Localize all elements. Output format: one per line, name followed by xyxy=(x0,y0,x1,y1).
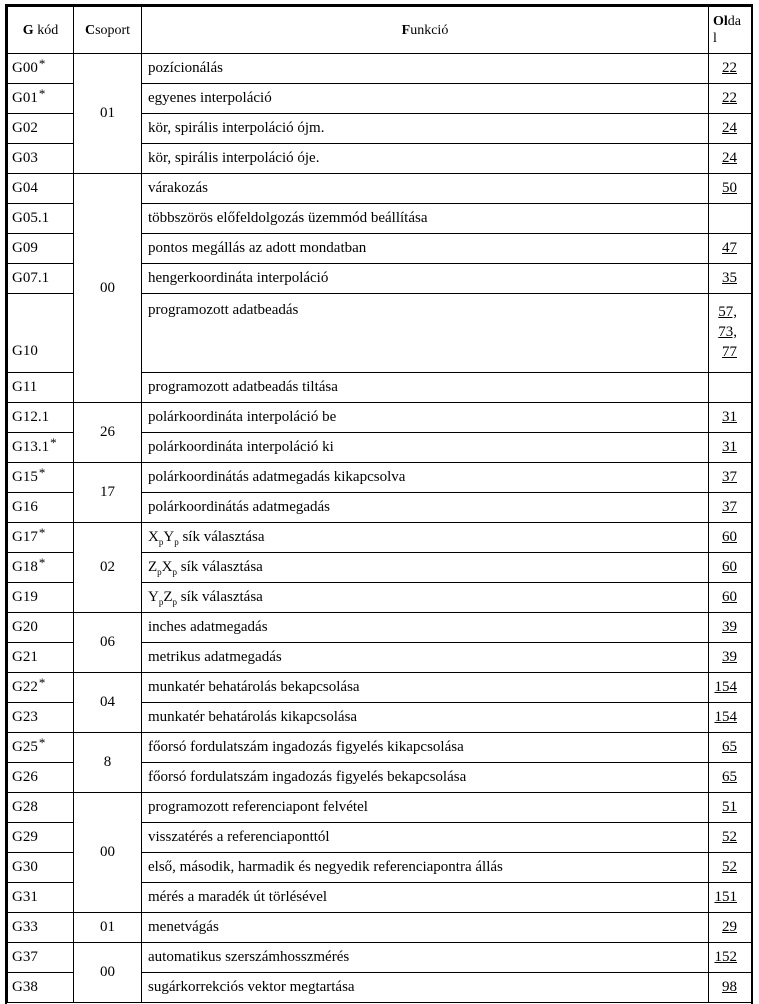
page-link[interactable]: 151 xyxy=(709,883,752,913)
group-cell: 8 xyxy=(74,733,142,793)
function-cell: főorsó fordulatszám ingadozás figyelés bekapcsolása xyxy=(142,763,709,793)
group-cell: 04 xyxy=(74,673,142,733)
gcode-cell: G29 xyxy=(8,823,74,853)
page-link[interactable]: 51 xyxy=(709,793,752,823)
group-cell: 00 xyxy=(74,174,142,403)
function-cell: automatikus szerszámhosszmérés xyxy=(142,943,709,973)
gcode-cell: G09 xyxy=(8,234,74,264)
gcode-cell: G31 xyxy=(8,883,74,913)
function-cell: pozícionálás xyxy=(142,54,709,84)
header-row xyxy=(8,7,752,54)
function-cell: metrikus adatmegadás xyxy=(142,643,709,673)
function-cell: várakozás xyxy=(142,174,709,204)
function-cell: inches adatmegadás xyxy=(142,613,709,643)
gcode-cell: G37 xyxy=(8,943,74,973)
header-function: Funkció xyxy=(142,7,709,54)
group-cell: 02 xyxy=(74,523,142,613)
function-cell: főorsó fordulatszám ingadozás figyelés kikapcsolása xyxy=(142,733,709,763)
page-link[interactable]: 22 xyxy=(709,84,752,114)
function-cell: $Z_pX_p$ sík választása xyxy=(142,553,709,583)
group-cell: 01 xyxy=(74,54,142,174)
page-link[interactable]: 24 xyxy=(709,144,752,174)
gcode-cell: G19 xyxy=(8,583,74,613)
gcode-cell: G13.1* xyxy=(8,433,74,463)
page-link[interactable]: 35 xyxy=(709,264,752,294)
page-link[interactable]: 50 xyxy=(709,174,752,204)
function-cell: mérés a maradék út törlésével xyxy=(142,883,709,913)
gcode-cell: G18* xyxy=(8,553,74,583)
page-link[interactable]: 65 xyxy=(709,733,752,763)
function-cell: kör, spirális interpoláció ójm. xyxy=(142,114,709,144)
page-cell xyxy=(709,204,752,234)
gcode-cell: G01* xyxy=(8,84,74,114)
gcode-cell: G03 xyxy=(8,144,74,174)
page-link[interactable]: 31 xyxy=(709,403,752,433)
page-link[interactable]: 65 xyxy=(709,763,752,793)
gcode-cell: G05.1 xyxy=(8,204,74,234)
gcode-cell: G26 xyxy=(8,763,74,793)
gcode-cell: G00* xyxy=(8,54,74,84)
function-cell: többszörös előfeldolgozás üzemmód beállítása xyxy=(142,204,709,234)
group-cell: 00 xyxy=(74,793,142,913)
function-cell: programozott referenciapont felvétel xyxy=(142,793,709,823)
page-link[interactable]: 154 xyxy=(709,703,752,733)
function-cell: polárkoordináta interpoláció be xyxy=(142,403,709,433)
page-link[interactable]: 52 xyxy=(709,823,752,853)
gcode-cell: G21 xyxy=(8,643,74,673)
gcode-cell: G17* xyxy=(8,523,74,553)
function-cell: $Y_pZ_p$ sík választása xyxy=(142,583,709,613)
table-row xyxy=(8,463,752,493)
page-link[interactable]: 60 xyxy=(709,553,752,583)
group-cell: 01 xyxy=(74,913,142,943)
function-cell: munkatér behatárolás bekapcsolása xyxy=(142,673,709,703)
gcode-cell: G10 xyxy=(8,294,74,373)
gcode-cell: G22* xyxy=(8,673,74,703)
gcode-cell: G02 xyxy=(8,114,74,144)
gcode-cell: G30 xyxy=(8,853,74,883)
page-link[interactable]: 39 xyxy=(709,613,752,643)
function-cell: visszatérés a referenciaponttól xyxy=(142,823,709,853)
function-cell: polárkoordinátás adatmegadás kikapcsolva xyxy=(142,463,709,493)
function-cell: programozott adatbeadás tiltása xyxy=(142,373,709,403)
gcode-cell: G23 xyxy=(8,703,74,733)
function-cell: egyenes interpoláció xyxy=(142,84,709,114)
page-link[interactable]: 60 xyxy=(709,583,752,613)
function-cell: sugárkorrekciós vektor megtartása xyxy=(142,973,709,1003)
gcode-table-frame xyxy=(5,4,753,1004)
group-cell: 00 xyxy=(74,943,142,1003)
gcode-cell: G04 xyxy=(8,174,74,204)
gcode-cell: G15* xyxy=(8,463,74,493)
function-cell: kör, spirális interpoláció óje. xyxy=(142,144,709,174)
function-cell: polárkoordináta interpoláció ki xyxy=(142,433,709,463)
page-link[interactable]: 98 xyxy=(709,973,752,1003)
function-cell: munkatér behatárolás kikapcsolása xyxy=(142,703,709,733)
gcode-cell: G16 xyxy=(8,493,74,523)
gcode-cell: G07.1 xyxy=(8,264,74,294)
table-row xyxy=(8,54,752,84)
function-cell: menetvágás xyxy=(142,913,709,943)
gcode-cell: G20 xyxy=(8,613,74,643)
header-page: Olda l xyxy=(709,7,752,54)
table-row xyxy=(8,733,752,763)
gcode-table xyxy=(7,6,752,1003)
page-link[interactable]: 29 xyxy=(709,913,752,943)
function-cell: pontos megállás az adott mondatban xyxy=(142,234,709,264)
group-cell: 06 xyxy=(74,613,142,673)
gcode-cell: G12.1 xyxy=(8,403,74,433)
table-row xyxy=(8,403,752,433)
page-link[interactable]: 37 xyxy=(709,493,752,523)
gcode-cell: G28 xyxy=(8,793,74,823)
table-row xyxy=(8,793,752,823)
page-link[interactable]: 52 xyxy=(709,853,752,883)
function-cell: programozott adatbeadás xyxy=(142,294,709,373)
gcode-cell: G33 xyxy=(8,913,74,943)
page-link[interactable]: 47 xyxy=(709,234,752,264)
table-row xyxy=(8,174,752,204)
group-cell: 26 xyxy=(74,403,142,463)
function-cell: polárkoordinátás adatmegadás xyxy=(142,493,709,523)
table-row xyxy=(8,943,752,973)
page-link[interactable]: 152 xyxy=(709,943,752,973)
gcode-cell: G25* xyxy=(8,733,74,763)
page-link[interactable]: 60 xyxy=(709,523,752,553)
table-row xyxy=(8,673,752,703)
group-cell: 17 xyxy=(74,463,142,523)
page-link[interactable]: 37 xyxy=(709,463,752,493)
function-cell: $X_pY_p$ sík választása xyxy=(142,523,709,553)
table-row xyxy=(8,523,752,553)
gcode-cell: G11 xyxy=(8,373,74,403)
gcode-cell: G38 xyxy=(8,973,74,1003)
page-link[interactable]: 39 xyxy=(709,643,752,673)
table-row xyxy=(8,613,752,643)
table-row xyxy=(8,913,752,943)
page-link[interactable]: 57, 73, 77 xyxy=(709,294,752,373)
page-link[interactable]: 154 xyxy=(709,673,752,703)
header-group: Csoport xyxy=(74,7,142,54)
function-cell: első, második, harmadik és negyedik referenciapontra állás xyxy=(142,853,709,883)
page-link[interactable]: 31 xyxy=(709,433,752,463)
header-gcode: G kód xyxy=(8,7,74,54)
page-link[interactable]: 22 xyxy=(709,54,752,84)
page-cell xyxy=(709,373,752,403)
page-link[interactable]: 24 xyxy=(709,114,752,144)
function-cell: hengerkoordináta interpoláció xyxy=(142,264,709,294)
